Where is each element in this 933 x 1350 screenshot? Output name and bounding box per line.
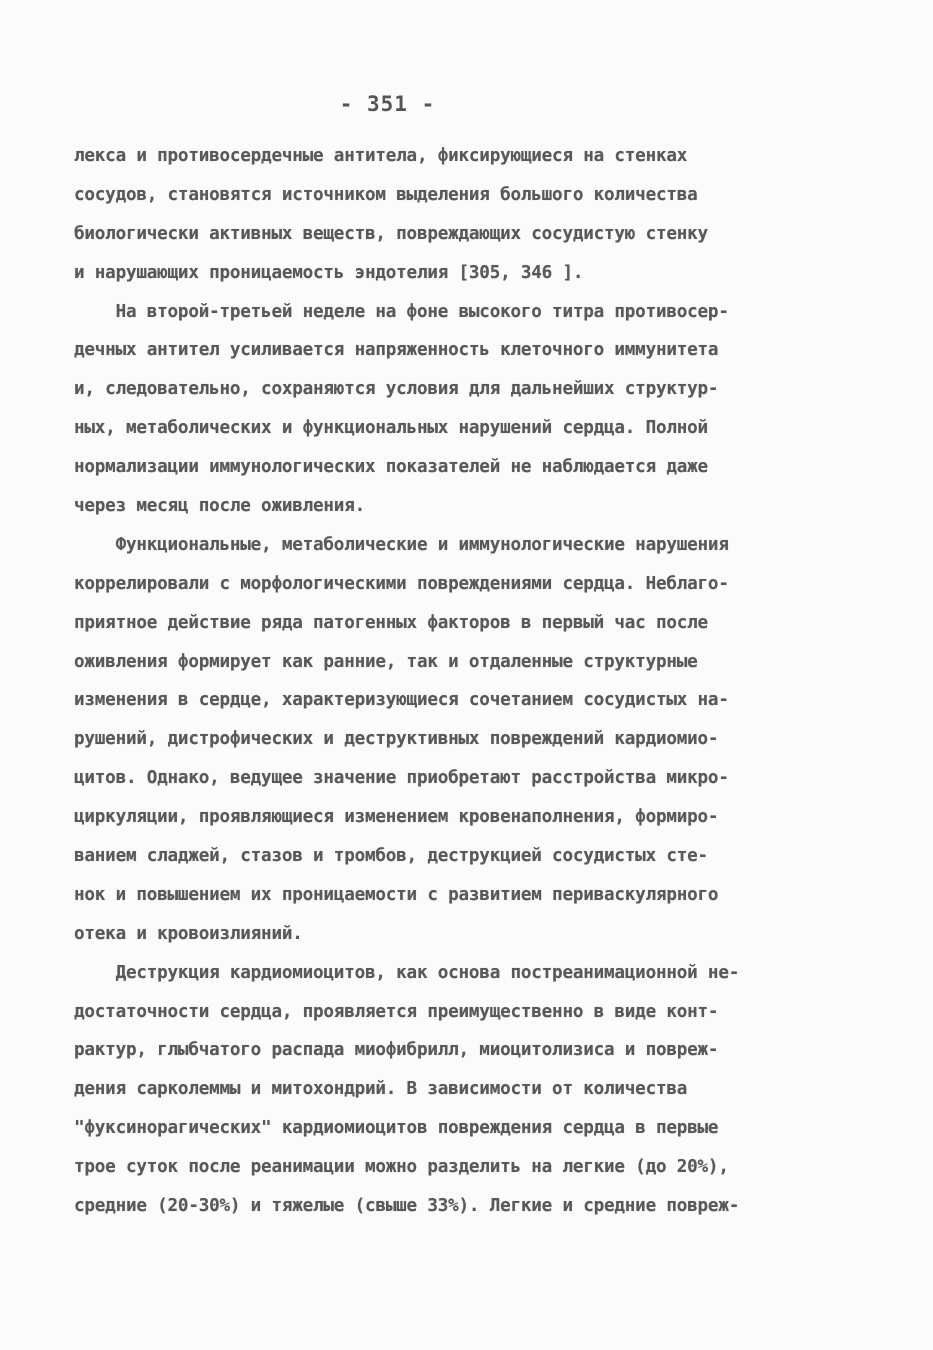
- text-line: через месяц после оживления.: [74, 496, 365, 517]
- text-line: биологически активных веществ, повреждающих сосудистую стенку: [74, 223, 708, 244]
- text-line: дения сарколеммы и митохондрий. В зависимости от количества: [74, 1079, 688, 1100]
- page-number: - 351 -: [339, 92, 436, 116]
- text-line: и нарушающих проницаемость эндотелия [305, 346 ].: [74, 262, 584, 283]
- text-line: циркуляции, проявляющиеся изменением кровенаполнения, формиро-: [74, 807, 719, 828]
- text-line: нок и повышением их проницаемости с развитием периваскулярного: [74, 884, 719, 905]
- text-line: коррелировали с морфологическими повреждениями сердца. Неблаго-: [74, 573, 729, 594]
- text-line: рушений, дистрофических и деструктивных повреждений кардиомио-: [74, 729, 719, 750]
- text-line: нормализации иммунологических показателей не наблюдается даже: [74, 457, 708, 478]
- text-line: достаточности сердца, проявляется преимущественно в виде конт-: [74, 1001, 719, 1022]
- body-text: [74, 137, 844, 1226]
- text-line: средние (20-30%) и тяжелые (свыше 33%). Легкие и средние повреж-: [74, 1196, 740, 1217]
- text-line: На второй-третьей неделе на фоне высокого титра противосер-: [74, 301, 729, 322]
- text-line: ванием сладжей, стазов и тромбов, деструкцией сосудистых сте-: [74, 846, 708, 867]
- text-line: приятное действие ряда патогенных факторов в первый час после: [74, 612, 708, 633]
- text-line: "фуксинорагических" кардиомиоцитов повреждения сердца в первые: [74, 1118, 719, 1139]
- text-line: Деструкция кардиомиоцитов, как основа постреанимационной не-: [74, 962, 740, 983]
- text-line: дечных антител усиливается напряженность клеточного иммунитета: [74, 340, 719, 361]
- text-line: изменения в сердце, характеризующиеся сочетанием сосудистых на-: [74, 690, 729, 711]
- text-line: и, следовательно, сохраняются условия для дальнейших структур-: [74, 379, 719, 400]
- text-line: отека и кровоизлияний.: [74, 923, 303, 944]
- text-line: лекса и противосердечные антитела, фиксирующиеся на стенках: [74, 146, 688, 166]
- text-line: Функциональные, метаболические и иммунологические нарушения: [74, 534, 729, 555]
- text-line: сосудов, становятся источником выделения большого количества: [74, 184, 698, 205]
- text-line: рактур, глыбчатого распада миофибрилл, миоцитолизиса и повреж-: [74, 1040, 719, 1061]
- text-line: трое суток после реанимации можно разделить на легкие (до 20%),: [74, 1157, 729, 1178]
- text-line: ных, метаболических и функциональных нарушений сердца. Полной: [74, 418, 708, 439]
- text-line: оживления формирует как ранние, так и отдаленные структурные: [74, 651, 698, 672]
- text-line: цитов. Однако, ведущее значение приобретают расстройства микро-: [74, 768, 729, 789]
